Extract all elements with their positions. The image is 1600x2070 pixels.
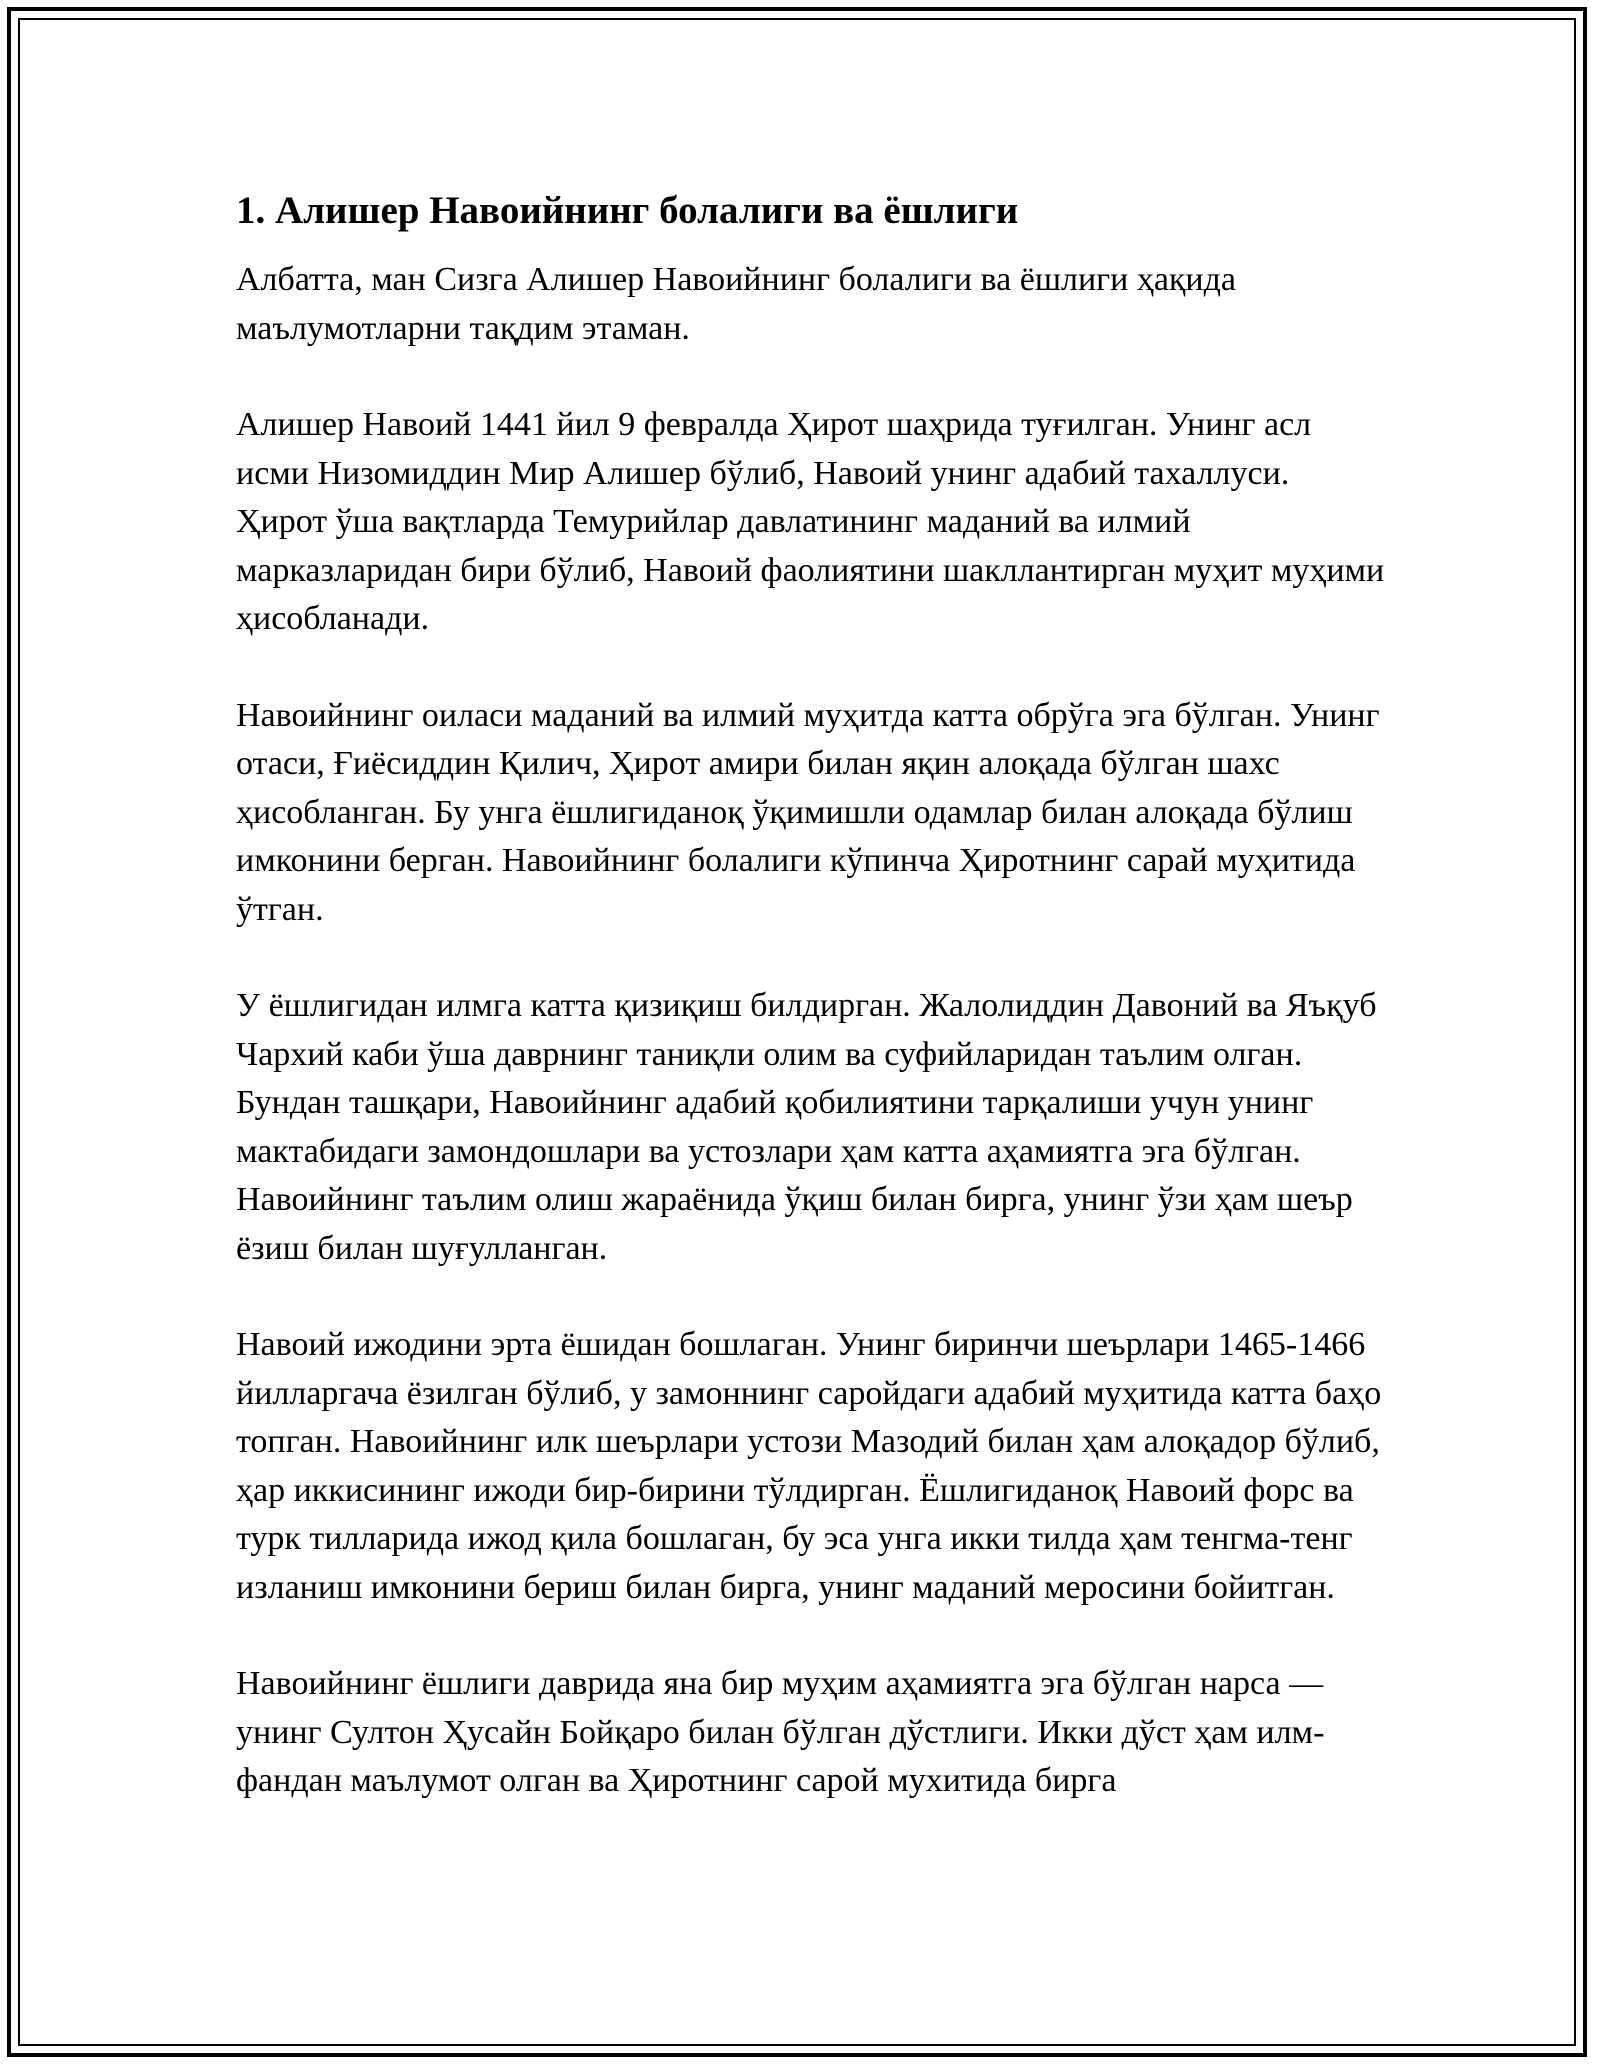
paragraph-intro: Албатта, ман Сизга Алишер Навоийнинг болалиги ва ёшлиги ҳақида маълумотларни тақдим этаман. — [236, 261, 1237, 347]
paragraph-early-works: Навоий ижодини эрта ёшидан бошлаган. Унинг биринчи шеърлари 1465-1466 йилларгача ёзилган бўлиб, у замоннинг саройдаги адабий муҳитида катта баҳо топган. Навоийнинг илк шеърлари устози Мазодий билан ҳам алоқадор бўлиб, ҳар иккисининг ижоди бир-бирини тўлдирган. Ёшлигиданоқ Навоий форс ва турк тилларида ижод қила бошлаган, бу эса унга икки тилда ҳам тенгма-тенг изланиш имконини бериш билан бирга, унинг маданий меросини бойитган. — [236, 1326, 1382, 1606]
paragraph-education: У ёшлигидан илмга катта қизиқиш билдирган. Жалолиддин Давоний ва Яъқуб Чархий каби ўша даврнинг таниқли олим ва суфийларидан таълим олган. Бундан ташқари, Навоийнинг адабий қобилиятини тарқалиши учун унинг мактабидаги замондошлари ва устозлари ҳам катта аҳамиятга эга бўлган. Навоийнинг таълим олиш жараёнида ўқиш билан бирга, унинг ўзи ҳам шеър ёзиш билан шуғулланган. — [236, 987, 1377, 1267]
section-heading: 1. Алишер Навоийнинг болалиги ва ёшлиги — [236, 189, 1019, 232]
paragraph-birth: Алишер Навоий 1441 йил 9 февралда Ҳирот шаҳрида туғилган. Унинг асл исми Низомиддин Мир Алишер бўлиб, Навоий унинг адабий тахаллуси. Ҳирот ўша вақтларда Темурийлар давлатининг маданий ва илмий марказларидан бири бўлиб, Навоий фаолиятини шакллантирган муҳит муҳими ҳисобланади. — [236, 406, 1385, 637]
document-body — [236, 186, 1386, 1854]
paragraph-family: Навоийнинг оиласи маданий ва илмий муҳитда катта обрўга эга бўлган. Унинг отаси, Ғиёсиддин Қилич, Ҳирот амири билан яқин алоқада бўлган шахс ҳисобланган. Бу унга ёшлигиданоқ ўқимишли одамлар билан алоқада бўлиш имконини берган. Навоийнинг болалиги кўпинча Ҳиротнинг сарай муҳитида ўтган. — [236, 696, 1380, 928]
paragraph-friendship: Навоийнинг ёшлиги даврида яна бир муҳим аҳамиятга эга бўлган нарса — унинг Султон Ҳусайн Бойқаро билан бўлган дўстлиги. Икки дўст ҳам илм-фандан маълумот олган ва Ҳиротнинг сарой мухитида бирга — [236, 1665, 1325, 1799]
